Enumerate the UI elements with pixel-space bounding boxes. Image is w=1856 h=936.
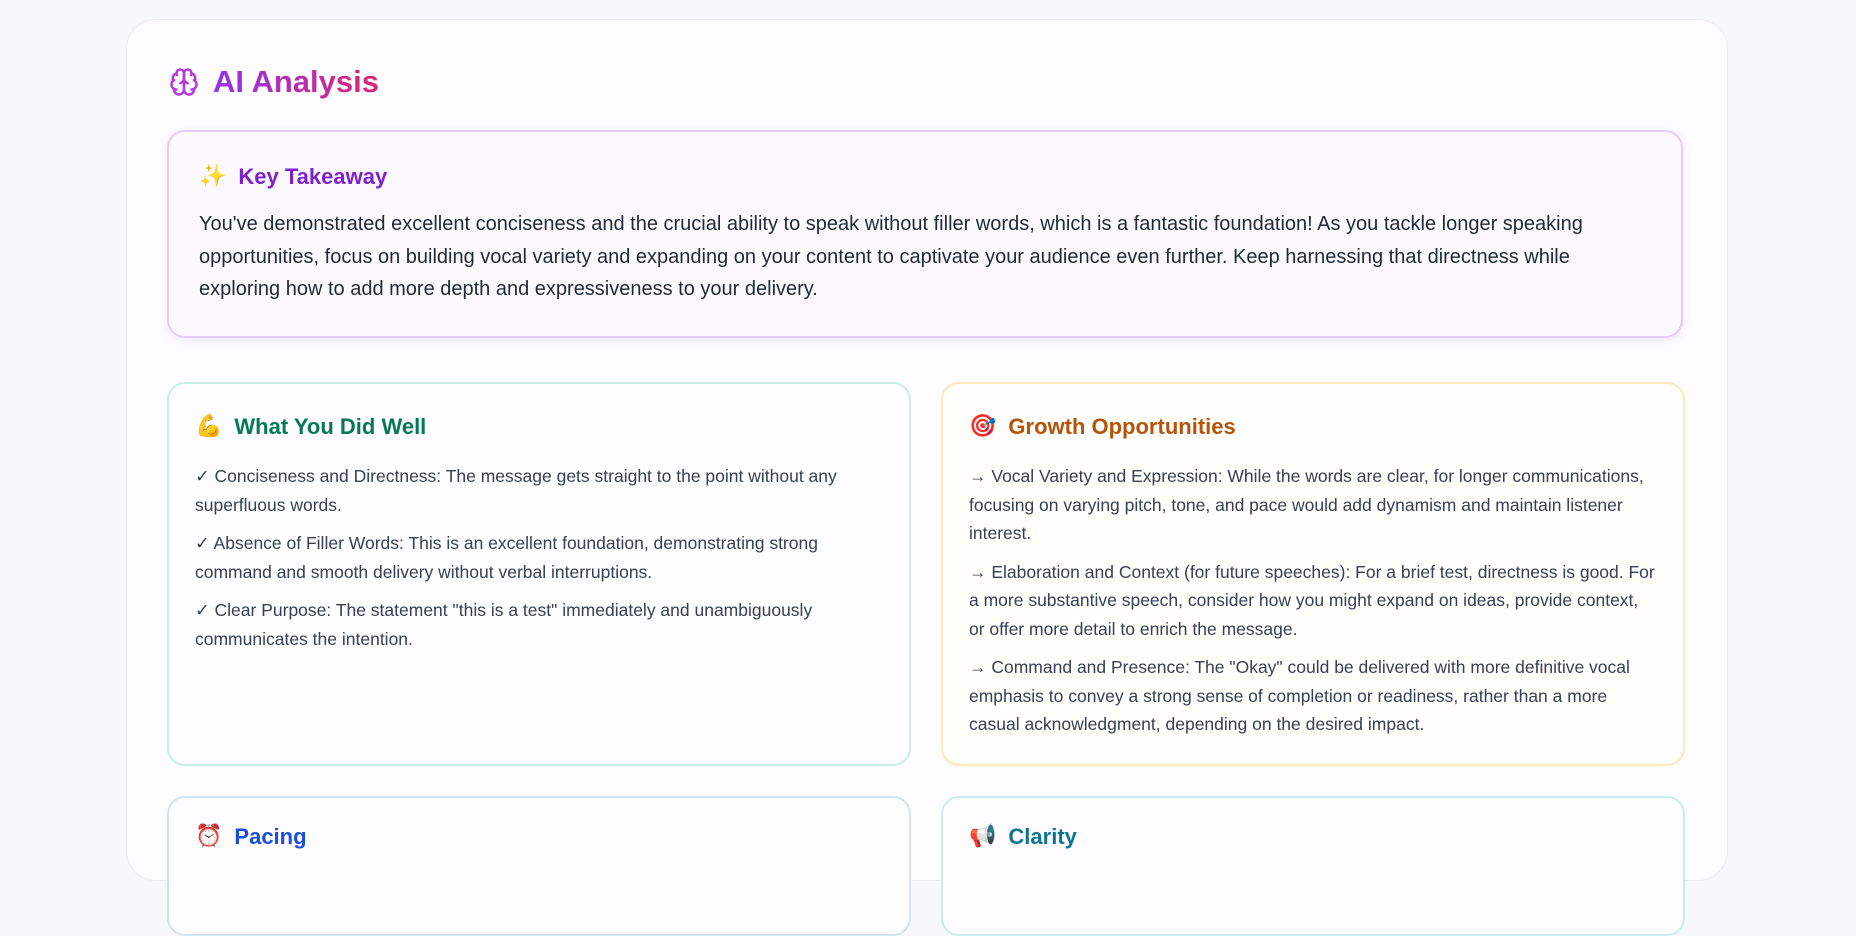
growth-item: → Command and Presence: The "Okay" could be delivered with more definitive vocal emphasis to convey a strong sense of completion or readiness, rather than a more casual acknowledgment, depending on the desired impact. — [969, 657, 1630, 734]
growth-list — [969, 462, 1657, 739]
what-you-did-well-title: What You Did Well — [234, 414, 427, 439]
key-takeaway-header — [199, 164, 1651, 190]
pacing-card — [167, 796, 911, 936]
clarity-header — [969, 824, 1657, 850]
pacing-header — [195, 824, 883, 850]
strength-item: ✓ Conciseness and Directness: The message gets straight to the point without any superfluous words. — [195, 466, 837, 515]
pacing-title: Pacing — [234, 824, 307, 849]
strength-item: ✓ Clear Purpose: The statement "this is a test" immediately and unambiguously communicates the intention. — [195, 600, 813, 649]
sparkles-icon: ✨ — [199, 164, 227, 189]
panel-header — [169, 64, 379, 100]
key-takeaway-text: You've demonstrated excellent conciseness and the crucial ability to speak without filler words, which is a fantastic foundation! As you tackle longer speaking opportunities, focus on building vocal variety and expanding on your content to captivate your audience even further. Keep harnessing that directness while exploring how to add more depth and expressiveness to your delivery. — [199, 213, 1583, 300]
alarm-clock-icon: ⏰ — [195, 824, 223, 849]
megaphone-icon: 📢 — [969, 824, 997, 849]
strengths-list — [195, 462, 883, 653]
growth-opportunities-card — [941, 382, 1685, 766]
target-icon: 🎯 — [969, 414, 997, 439]
clarity-card — [941, 796, 1685, 936]
clarity-title: Clarity — [1008, 824, 1077, 849]
key-takeaway-card — [167, 130, 1683, 338]
what-you-did-well-card — [167, 382, 911, 766]
brain-icon — [169, 67, 199, 97]
key-takeaway-title: Key Takeaway — [238, 164, 388, 189]
growth-item: → Elaboration and Context (for future speeches): For a brief test, directness is good. For a more substantive speech, consider how you might expand on ideas, provide context, or offer more detail to enrich the message. — [969, 561, 1655, 639]
panel-title: AI Analysis — [213, 64, 379, 99]
what-you-did-well-header — [195, 414, 883, 440]
growth-opportunities-header — [969, 414, 1657, 440]
strength-item: ✓ Absence of Filler Words: This is an excellent foundation, demonstrating strong command and smooth delivery without verbal interruptions. — [195, 533, 818, 582]
growth-opportunities-title: Growth Opportunities — [1008, 414, 1236, 439]
ai-analysis-panel — [126, 19, 1728, 881]
flexed-biceps-icon: 💪 — [195, 414, 223, 439]
growth-item: → Vocal Variety and Expression: While the words are clear, for longer communications, focusing on varying pitch, tone, and pace would add dynamism and maintain listener interest. — [969, 466, 1644, 543]
